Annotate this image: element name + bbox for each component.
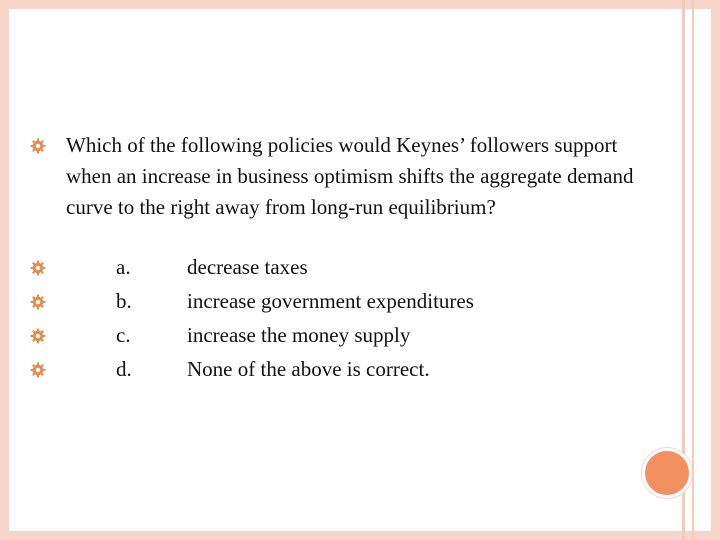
gear-bullet-icon (30, 294, 46, 310)
gear-bullet-icon (30, 260, 46, 276)
option-letter: a. (116, 255, 131, 279)
option-text: None of the above is correct. (187, 357, 430, 381)
option-letter: d. (116, 357, 132, 381)
gear-bullet-icon (30, 362, 46, 378)
gear-bullet-icon (30, 328, 46, 344)
gear-bullet-icon (30, 138, 46, 154)
option-letter: c. (116, 323, 131, 347)
option-text: increase government expenditures (187, 289, 474, 313)
option-letter: b. (116, 289, 132, 313)
option-text: decrease taxes (187, 255, 308, 279)
option-text: increase the money supply (187, 323, 411, 347)
question-text: Which of the following policies would Keynes’ followers support when an increase in business optimism shifts the aggregate demand curve to the right away from long-run equilibrium? (66, 133, 634, 219)
